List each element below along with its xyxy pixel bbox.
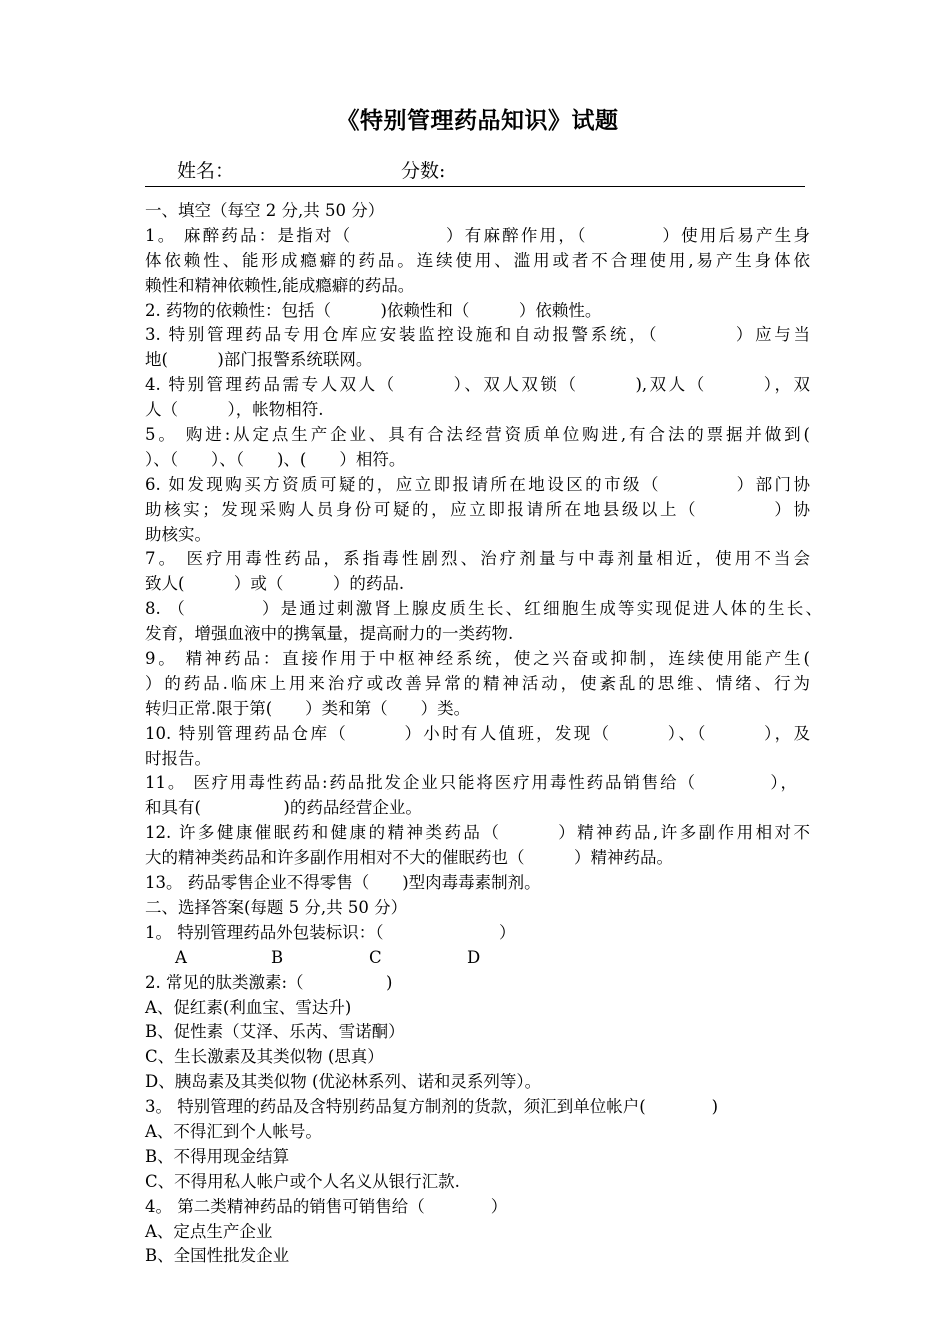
option-d: D: [467, 947, 481, 967]
question-line: 助核实；发现采购人员身份可疑的，应立即报请所在地县级以上（ ）协: [145, 499, 810, 519]
question-line: 地( )部门报警系统联网。: [145, 350, 373, 370]
answer-option: A、不得汇到个人帐号。: [145, 1121, 322, 1141]
question-line: 和具有( )的药品经营企业。: [145, 798, 422, 818]
section-heading-choice: 二、选择答案(每题 5 分,共 50 分）: [145, 897, 408, 917]
question-line: ）、（ ）、（ )、( ）相符。: [145, 449, 406, 469]
question-line: 2. 药物的依赖性：包括（ )依赖性和（ ）依赖性。: [145, 300, 602, 320]
name-score-row: [145, 156, 805, 187]
answer-option: A、定点生产企业: [145, 1221, 273, 1241]
name-label: 姓名：: [177, 160, 235, 182]
question-line: 致人( ）或（ ）的药品.: [145, 574, 405, 594]
question-line: 助核实。: [145, 524, 211, 544]
question-line: 3。 特别管理的药品及含特别药品复方制剂的货款，须汇到单位帐户( ): [145, 1097, 719, 1117]
question-line: 1。 特别管理药品外包装标识：（ ）: [145, 922, 516, 942]
answer-option: B、促性素（艾泽、乐芮、雪诺酮）: [145, 1022, 405, 1042]
question-line: 转归正常.限于第( ）类和第（ ）类。: [145, 698, 471, 718]
option-c: C: [369, 947, 382, 967]
question-line: 12. 许多健康催眠药和健康的精神类药品（ ）精神药品,许多副作用相对不: [145, 823, 810, 843]
question-line: 8. （ ）是通过刺激肾上腺皮质生长、红细胞生成等实现促进人体的生长、: [145, 599, 822, 619]
question-line: 7。 医疗用毒性药品，系指毒性剧烈、治疗剂量与中毒剂量相近，使用不当会: [145, 549, 810, 569]
option-b: B: [271, 947, 284, 967]
answer-option: B、全国性批发企业: [145, 1246, 290, 1266]
question-line: 13。 药品零售企业不得零售（ )型肉毒毒素制剂。: [145, 873, 541, 893]
question-line: 6. 如发现购买方资质可疑的，应立即报请所在地设区的市级（ ）部门协: [145, 474, 810, 494]
answer-option: D、胰岛素及其类似物 (优泌林系列、诺和灵系列等）。: [145, 1072, 542, 1092]
page-title: 《特别管理药品知识》试题: [336, 107, 619, 134]
question-line: 人（ ），帐物相符.: [145, 400, 324, 420]
question-line: 9。 精神药品：直接作用于中枢神经系统，使之兴奋或抑制，连续使用能产生(: [145, 649, 810, 669]
exam-body: [145, 199, 822, 1269]
question-line: 体依赖性、能形成瘾癖的药品。连续使用、滥用或者不合理使用,易产生身体依: [145, 250, 810, 270]
question-line: 发育，增强血液中的携氧量，提高耐力的一类药物.: [145, 624, 514, 644]
question-line: 3. 特别管理药品专用仓库应安装监控设施和自动报警系统，（ ）应与当: [145, 325, 810, 345]
question-line: 1。 麻醉药品：是指对（ ）有麻醉作用，（ ）使用后易产生身: [145, 225, 810, 245]
question-line: 大的精神类药品和许多副作用相对不大的催眠药也（ ）精神药品。: [145, 848, 673, 868]
answer-option: A、促红素(利血宝、雪达升): [145, 997, 352, 1017]
option-a: A: [175, 947, 187, 967]
question-line: 10. 特别管理药品仓库（ ）小时有人值班，发现（ ）、（ ），及: [145, 723, 810, 743]
question-line: 4。 第二类精神药品的销售可销售给（ ）: [145, 1196, 508, 1216]
answer-option: C、不得用私人帐户或个人名义从银行汇款.: [145, 1171, 460, 1191]
question-line: 赖性和精神依赖性,能成瘾癖的药品。: [145, 275, 415, 295]
question-line: 11。 医疗用毒性药品:药品批发企业只能将医疗用毒性药品销售给（ ），: [145, 773, 797, 793]
answer-option: B、不得用现金结算: [145, 1146, 290, 1166]
question-line: 5。 购进:从定点生产企业、具有合法经营资质单位购进,有合法的票据并做到(: [145, 425, 810, 445]
question-line: 时报告。: [145, 748, 211, 768]
question-line: 4. 特别管理药品需专人双人（ ）、双人双锁（ ),双人（ ），双: [145, 375, 810, 395]
score-label: 分数:: [401, 160, 446, 182]
answer-option: C、生长激素及其类似物 (思真）: [145, 1047, 384, 1067]
question-line: 2. 常见的肽类激素:（ ): [145, 972, 393, 992]
section-heading-fill: 一、填空（每空 2 分,共 50 分）: [145, 201, 385, 220]
option-labels-row: [145, 946, 810, 971]
question-line: ）的药品.临床上用来治疗或改善异常的精神活动，使紊乱的思维、情绪、行为: [145, 673, 810, 693]
